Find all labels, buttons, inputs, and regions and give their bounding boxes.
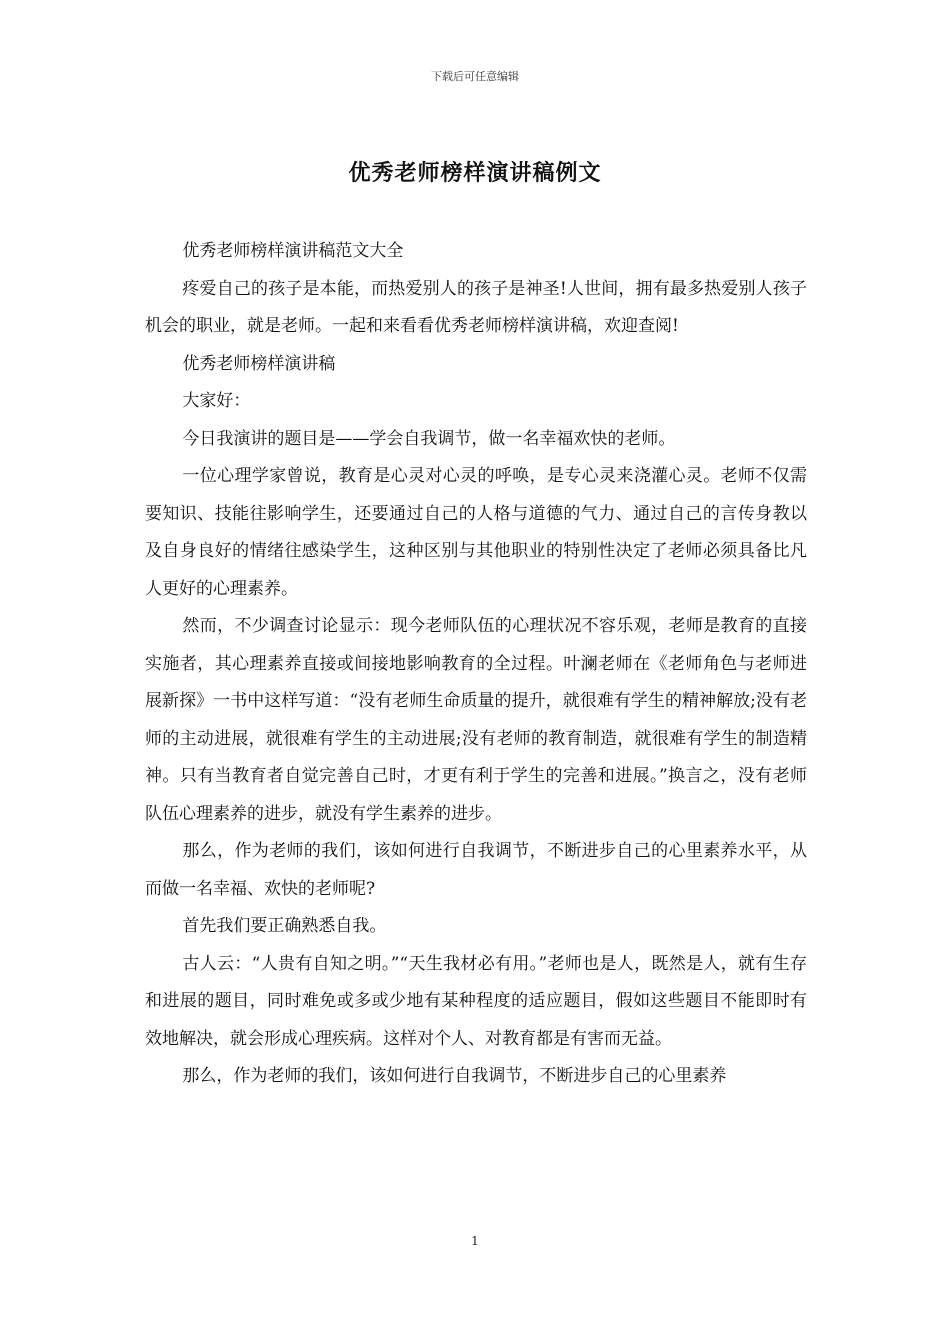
paragraph-intro: 疼爱自己的孩子是本能，而热爱别人的孩子是神圣!人世间，拥有最多热爱别人孩子机会的职业，就是老师。一起和来看看优秀老师榜样演讲稿，欢迎查阅! <box>145 278 807 336</box>
paragraph-question: 那么，作为老师的我们，该如何进行自我调节，不断进步自己的心里素养水平，从而做一名幸福、欢快的老师呢? <box>145 841 807 899</box>
paragraph-greeting: 大家好： <box>182 391 251 411</box>
paragraph-psychologist: 一位心理学家曾说，教育是心灵对心灵的呼唤，是专心灵来浇灌心灵。老师不仅需要知识、技能往影响学生，还要通过自己的人格与道德的气力、通过自己的言传身教以及自身良好的情绪往感染学生，这种区别与其他职业的特别性决定了老师必须具备比凡人更好的心理素养。 <box>145 466 807 599</box>
document-body <box>145 233 807 1096</box>
paragraph-speech-heading: 优秀老师榜样演讲稿 <box>182 353 336 374</box>
paragraph-ancients: 古人云：“人贵有自知之明。”“天生我材必有用。”老师也是人，既然是人，就有生存和进展的题目，同时难免或多或少地有某种程度的适应题目，假如这些题目不能即时有效地解决，就会形成心理疾病。这样对个人、对教育都是有害而无益。 <box>145 953 807 1049</box>
paragraph-know-yourself: 首先我们要正确熟悉自我。 <box>182 916 387 936</box>
paragraph-subtitle: 优秀老师榜样演讲稿范文大全 <box>182 241 404 261</box>
paragraph-topic: 今日我演讲的题目是——学会自我调节，做一名幸福欢快的老师。 <box>182 428 676 449</box>
document-title: 优秀老师榜样演讲稿例文 <box>348 160 602 186</box>
paragraph-survey: 然而，不少调查讨论显示：现今老师队伍的心理状况不容乐观，老师是教育的直接实施者，其心理素养直接或间接地影响教育的全过程。叶澜老师在《老师角色与老师进展新探》一书中这样写道：“没有老师生命质量的提升，就很难有学生的精神解放;没有老师的主动进展，就很难有学生的主动进展;没有老师的教育制造，就很难有学生的制造精神。只有当教育者自觉完善自己时，才更有利于学生的完善和进展。”换言之，没有老师队伍心理素养的进步，就没有学生素养的进步。 <box>145 616 807 824</box>
paragraph-question-repeat: 那么，作为老师的我们，该如何进行自我调节，不断进步自己的心里素养 <box>182 1066 727 1086</box>
page-number: 1 <box>471 1234 479 1248</box>
page-header-note: 下载后可任意编辑 <box>431 70 519 83</box>
